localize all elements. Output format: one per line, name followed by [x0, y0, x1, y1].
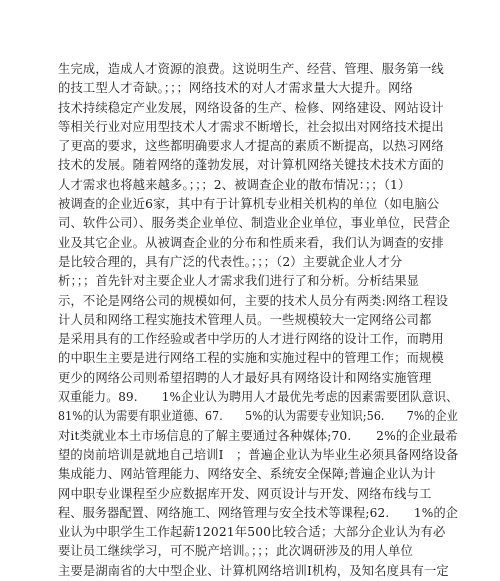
text-line: 生完成，造成人才资源的浪费。这说明生产、经营、管理、服务第一线: [58, 62, 444, 76]
text-line: 81%的认为需要有职业道德、67. 5%的认为需要专业知识;56. 7%的企业: [58, 409, 458, 424]
text-line: 网中职专业课程至少应数据库开发、网页设计与开发、网络布线与工: [58, 486, 432, 501]
text-line: 的中职生主要是进行网络工程的实施和实施过程中的管理工作；而规模: [58, 351, 444, 366]
text-line: 业认为中职学生工作起薪12021年500比较合适；大部分企业认为有必: [58, 525, 446, 540]
text-line: 是比较合理的，具有广泛的代表性。；；；（2）主要就企业人才分: [58, 254, 403, 269]
text-line: 技术的发展。随着网络的蓬勃发展，对计算机网络关键技术技术方面的: [58, 158, 444, 173]
text-line: 被调查的企业近6家，其中有于计算机专业相关机构的单位（如电脑公: [58, 197, 440, 212]
text-line: 更少的网络公司则希望招聘的人才最好具有网络设计和网络实施管理: [58, 370, 432, 385]
body-text: [58, 60, 458, 581]
text-line: 集成能力、网站管理能力、网络安全、系统安全保障;普遍企业认为计: [58, 467, 436, 482]
text-line: 了更高的要求，这些都明确要求人才提高的素质不断提高，以热习网络: [58, 139, 444, 154]
text-line: 析；；；首先针对主要企业人才需求我们进行了和分析。分析结果显: [58, 274, 420, 289]
text-line: 的技工型人才奇缺。；；；网络技术的对人才需求量大大提升。网络: [58, 81, 413, 96]
text-line: 技术持续稳定产业发展，网络设备的生产、检修、网络建设、网站设计: [58, 100, 444, 115]
text-line: 要让员工继续学习，可不脱产培训。；；；此次调研涉及的用人单位: [58, 544, 413, 559]
text-line: 业及其它企业。从被调查企业的分布和性质来看，我们认为调查的安排: [58, 235, 444, 250]
text-line: 司、软件公司）、服务类企业单位、制造业企业单位，事业单位，民营企: [58, 216, 451, 231]
text-line: 望的岗前培训是就地自己培训I ；普遍企业认为毕业生必须具备网络设备: [58, 447, 459, 462]
text-line: 计人员和网络工程实施技术管理人员。一些规模较大一定网络公司都: [58, 312, 432, 327]
text-line: 示，不论是网络公司的规模如何，主要的技术人员分有两类:网络工程设: [58, 293, 449, 308]
text-line: 双重能力。89. 1%企业认为聘用人才最优先考虑的因素需要团队意识、: [58, 390, 459, 405]
text-line: 人才需求也将越来越多。；；；2、被调查企业的散布情况：；；（1）: [58, 177, 411, 192]
text-line: 等相关行业对应用型技术人才需求不断增长，社会拟出对网络技术提出: [58, 119, 444, 134]
text-line: 主要是湖南省的大中型企业、计算机网络培训I机构，及知名度具有一定: [58, 563, 449, 578]
text-line: 对it类就业本土市场信息的了解主要通过各种媒体;70. 2%的企业最希: [58, 428, 458, 443]
text-line: 是采用具有的工作经验或者中学历的人才进行网络的设计工作，而聘用: [58, 332, 444, 347]
text-line: 程、服务器配置、网络施工、网络管理与安全技术等课程;62. 1%的企: [58, 505, 459, 520]
